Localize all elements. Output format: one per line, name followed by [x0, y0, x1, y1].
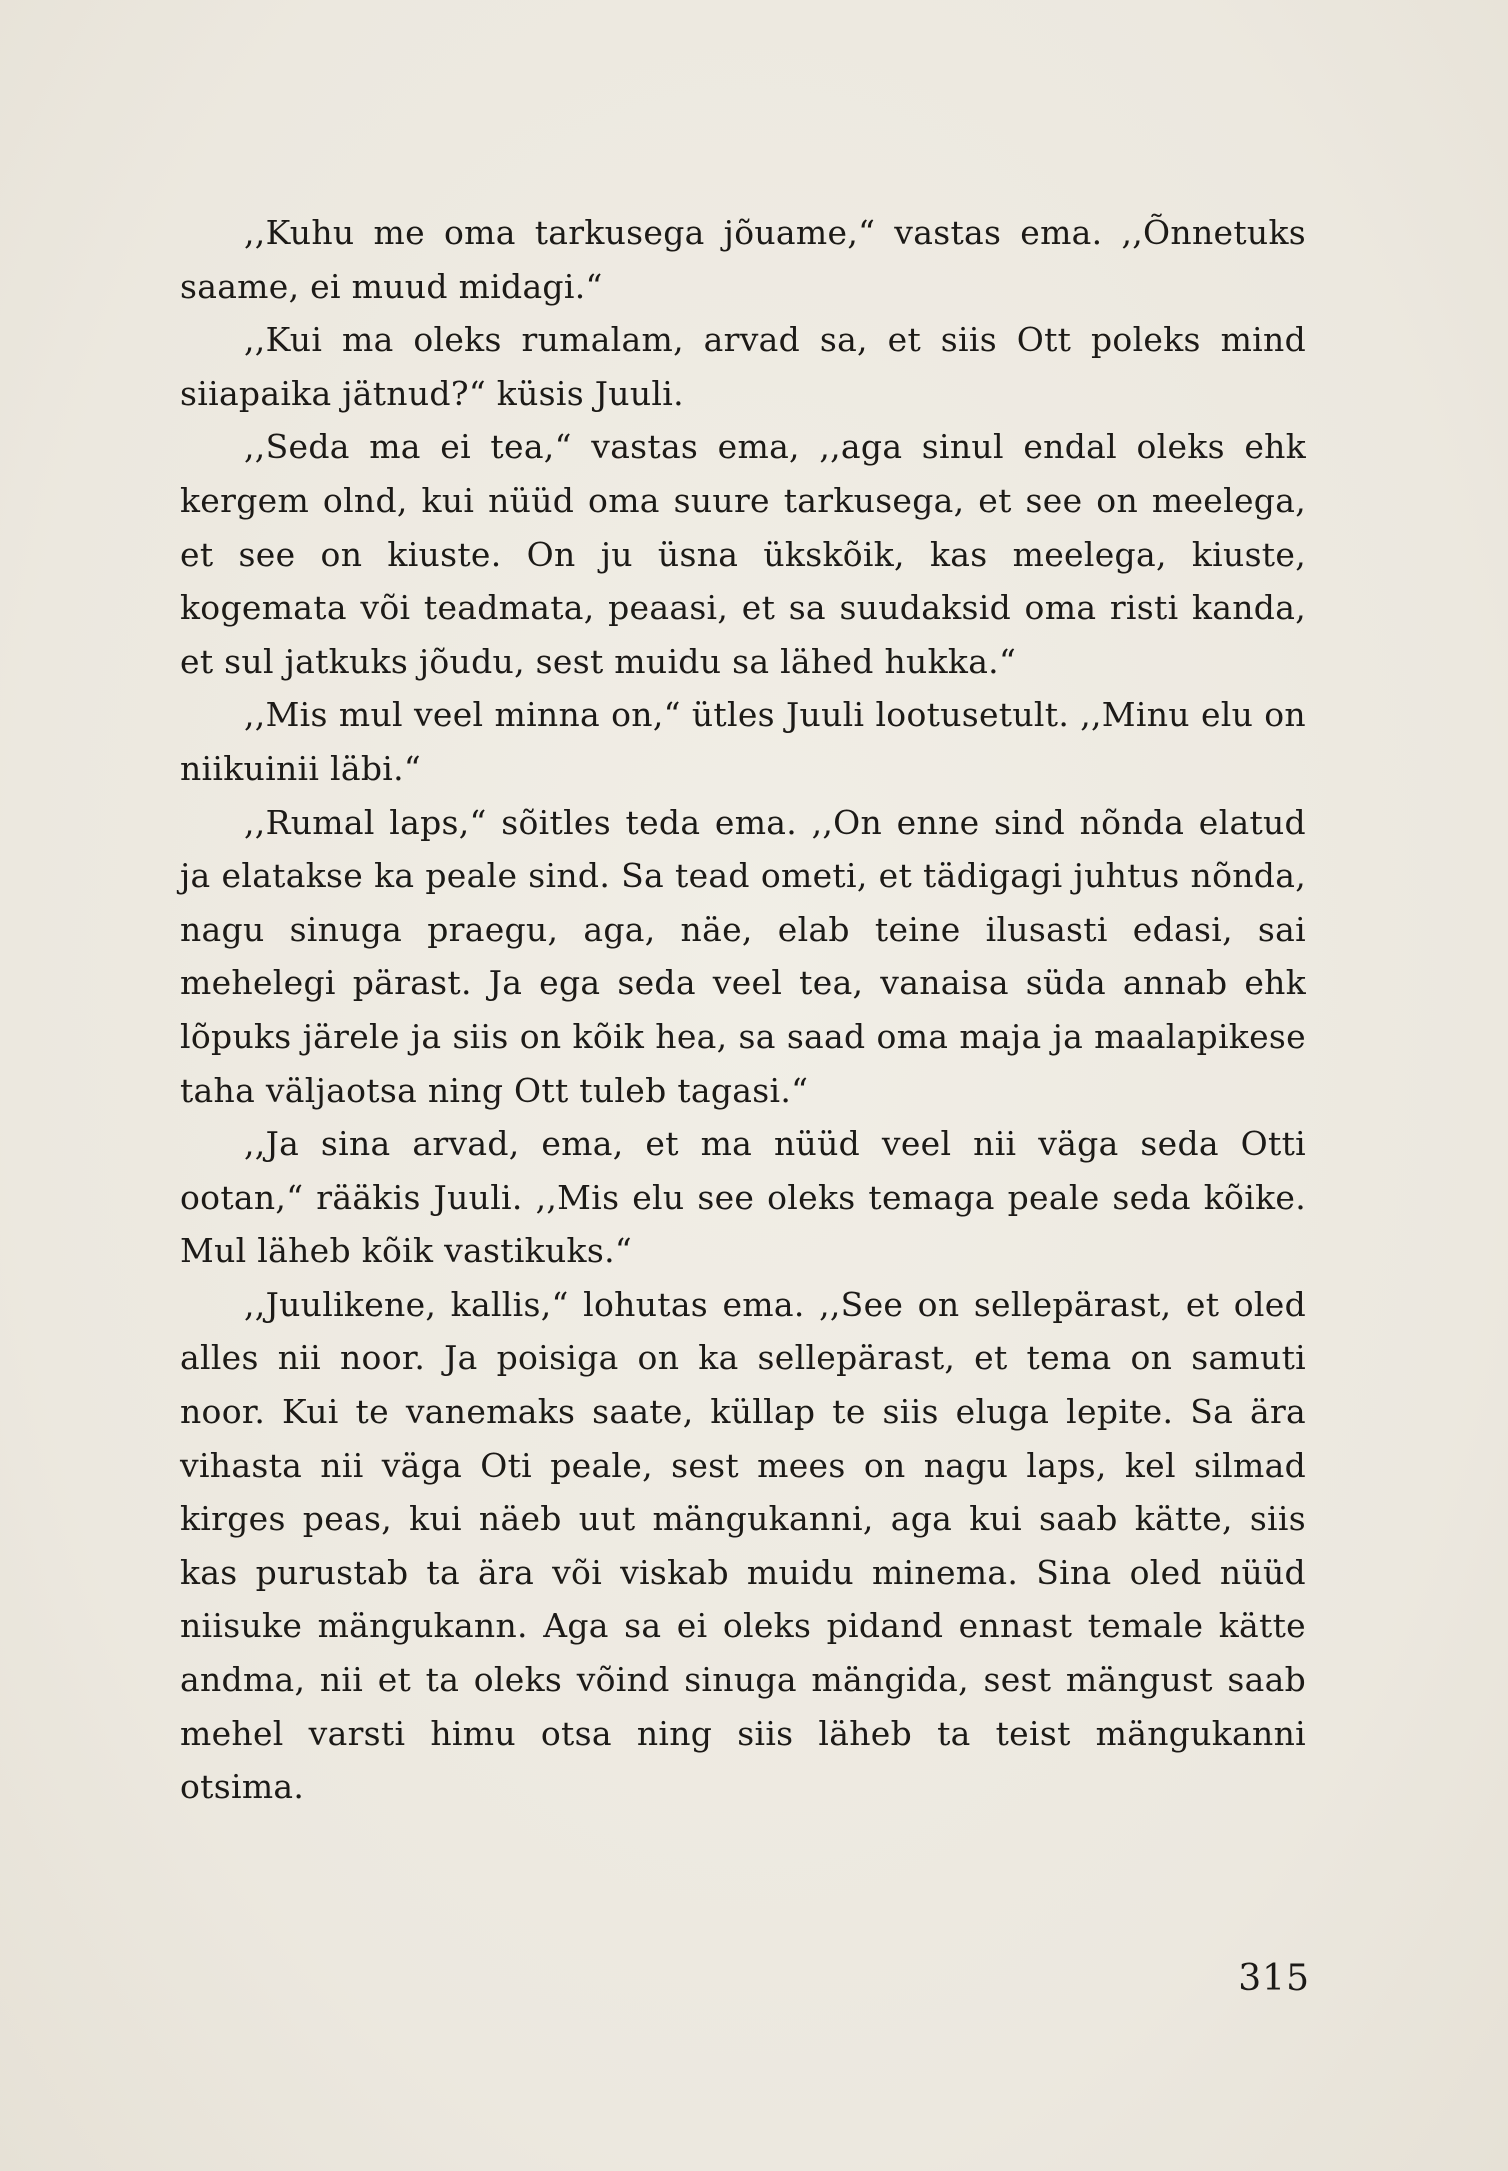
page-number: 315 — [1238, 1958, 1310, 1999]
paragraph: ,,Kui ma oleks rumalam, arvad sa, et siis Ott poleks mind siiapaika jätnud?“ küsis Juuli. — [180, 320, 1306, 413]
paragraph: ,,Mis mul veel minna on,“ ütles Juuli lootusetult. ,,Minu elu on niikuinii läbi.“ — [180, 695, 1306, 788]
paragraph: ,,Juulikene, kallis,“ lohutas ema. ,,See on sellepärast, et oled alles nii noor. Ja poisiga on ka sellepärast, et tema on samuti noor. Kui te vanemaks saate, küllap te siis eluga lepite. Sa ära vihasta nii väga Oti peale, sest mees on nagu laps, kel silmad kirges peas, kui näeb uut mängukanni, aga kui saab kätte, siis kas purustab ta ära või viskab muidu minema. Sina oled nüüd niisuke mängukann. Aga sa ei oleks pidand ennast temale kätte andma, nii et ta oleks võind sinuga mängida, sest mängust saab mehel varsti himu otsa ning siis läheb ta teist mängukanni otsima. — [180, 1284, 1306, 1807]
paragraph: ,,Rumal laps,“ sõitles teda ema. ,,On enne sind nõnda elatud ja elatakse ka peale sind. Sa tead ometi, et tädigagi juhtus nõnda, nagu sinuga praegu, aga, näe, elab teine ilusasti edasi, sai mehelegi pärast. Ja ega seda veel tea, vanaisa süda annab ehk lõpuks järele ja siis on kõik hea, sa saad oma maja ja maalapikese taha väljaotsa ning Ott tuleb tagasi.“ — [180, 802, 1306, 1110]
paragraph: ,,Kuhu me oma tarkusega jõuame,“ vastas ema. ,,Õnnetuks saame, ei muud midagi.“ — [180, 213, 1306, 306]
paragraph: ,,Seda ma ei tea,“ vastas ema, ,,aga sinul endal oleks ehk kergem olnd, kui nüüd oma suure tarkusega, et see on meelega, et see on kiuste. On ju üsna ükskõik, kas meelega, kiuste, kogemata või teadmata, peaasi, et sa suudaksid oma risti kanda, et sul jatkuks jõudu, sest muidu sa lähed hukka.“ — [180, 427, 1306, 681]
body-text — [180, 206, 1306, 1814]
paragraph: ,,Ja sina arvad, ema, et ma nüüd veel nii väga seda Otti ootan,“ rääkis Juuli. ,,Mis elu see oleks temaga peale seda kõike. Mul läheb kõik vastikuks.“ — [180, 1124, 1306, 1271]
